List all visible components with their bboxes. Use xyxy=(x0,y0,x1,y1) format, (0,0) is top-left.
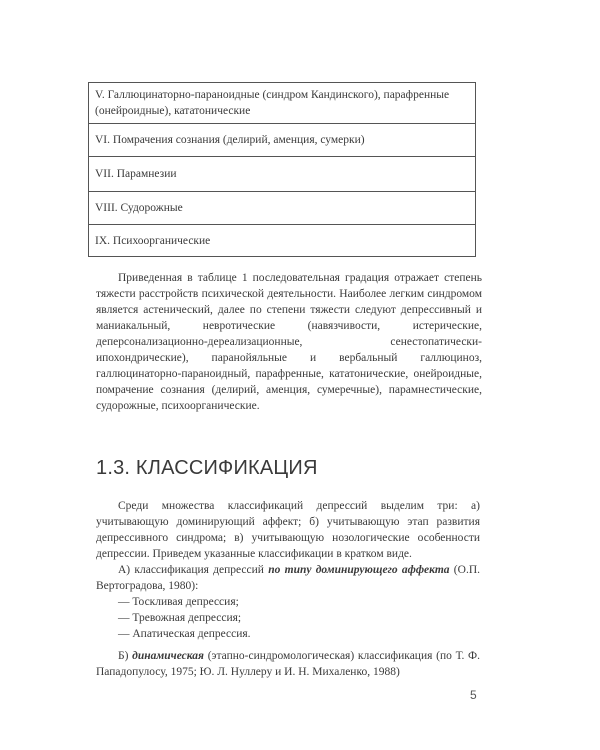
classification-body xyxy=(96,498,480,680)
classification-b-emphasis: динамическая xyxy=(132,650,204,662)
classification-b-prefix: Б) xyxy=(118,650,133,662)
section-heading: 1.3. КЛАССИФИКАЦИЯ xyxy=(96,457,318,479)
list-item: — Тоскливая депрессия; xyxy=(118,596,239,608)
table-cell xyxy=(89,124,476,157)
table-cell xyxy=(89,157,476,192)
classification-a xyxy=(96,562,480,594)
intro-paragraph: Среди множества классификаций депрессий выделим три: а) учитывающую доминирующий аффект; б) учитывающую этап развития депрессивного синдрома; в) учитывающую нозологические особенности депрессии. Приведем указанные классификации в кратком виде. xyxy=(96,500,480,560)
table-row xyxy=(89,83,476,124)
table-row-text: IX. Психоорганические xyxy=(95,234,211,247)
severity-paragraph: Приведенная в таблице 1 последовательная градация отражает степень тяжести расстройств психической деятельности. Наиболее легким синдромом является астенический, далее по степени тяжести следуют депрессивный и маниакальный, невротические (навязчивости, истерические, деперсонализационно-дереализационные, сенестопатически-ипохондрические), паранойяльные и вербальный галлюциноз, галлюцинаторно-параноидный, парафренные, кататонические, онейроидные, помрачение сознания (делирий, аменция, сумеречные), парамнестические, судорожные, психоорганические. xyxy=(96,272,482,412)
table-row xyxy=(89,225,476,257)
classification-a-suffix: (О.П. Вертоградова, 1980): xyxy=(96,564,480,592)
table-row-text: VII. Парамнезии xyxy=(95,168,177,180)
classification-b-suffix: (этапно-синдромологическая) классификация (по Т. Ф. Пападопулосу, 1975; Ю. Л. Нуллеру и И. Н. Михаленко, 1988) xyxy=(96,650,480,678)
table-cell xyxy=(89,192,476,225)
table-row-text: VIII. Судорожные xyxy=(95,202,183,214)
page-number: 5 xyxy=(470,688,477,702)
table-row xyxy=(89,124,476,157)
table-cell xyxy=(89,83,476,124)
table-row xyxy=(89,192,476,225)
table-row-text: VI. Помрачения сознания (делирий, аменция, сумерки) xyxy=(95,134,365,146)
classification-b xyxy=(96,648,480,680)
classification-a-emphasis: по типу доминирующего аффекта xyxy=(268,564,450,576)
syndrome-table xyxy=(88,82,476,257)
list-item: — Апатическая депрессия. xyxy=(118,628,251,640)
table-row-text: V. Галлюцинаторно-параноидные (синдром Кандинского), парафренные (онейроидные), кататонические xyxy=(95,89,450,117)
table-cell xyxy=(89,225,476,257)
table-row xyxy=(89,157,476,192)
list-item: — Тревожная депрессия; xyxy=(118,612,242,624)
classification-a-prefix: А) классификация депрессий xyxy=(118,564,269,576)
